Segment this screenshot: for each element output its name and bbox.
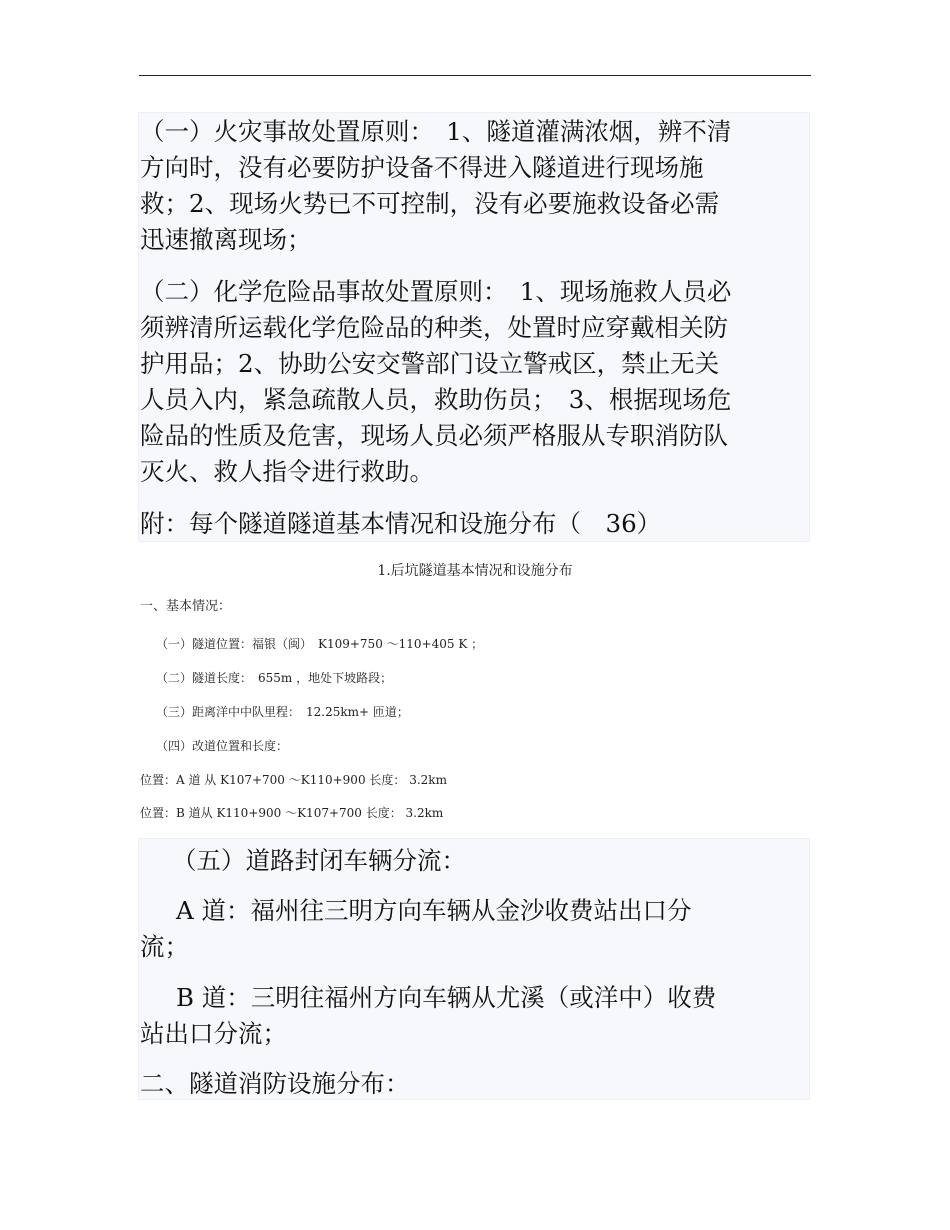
- fire-principle-line-2: 方向时，没有必要防护设备不得进入隧道进行现场施: [140, 153, 704, 182]
- route-line-b: 位置：B 道从 K110+900 ～K107+700 长度： 3.2km: [140, 806, 444, 820]
- fire-facilities-heading: 二、隧道消防设施分布：: [140, 1069, 410, 1098]
- fire-principle-line-3: 救；2、现场火势已不可控制，没有必要施救设备必需: [140, 189, 720, 218]
- diversion-heading: （五）道路封闭车辆分流：: [172, 846, 466, 875]
- appendix-line: 附：每个隧道隧道基本情况和设施分布（ 36）: [140, 509, 662, 538]
- route-line-a: 位置：A 道 从 K107+700 ～K110+900 长度： 3.2km: [140, 773, 447, 787]
- chemical-principle-line-1: （二）化学危险品事故处置原则： 1、现场施救人员必: [140, 277, 732, 306]
- chemical-principle-line-2: 须辨清所运载化学危险品的种类，处置时应穿戴相关防: [140, 313, 728, 342]
- basic-heading: 一、基本情况：: [140, 599, 232, 614]
- diversion-b-line-1: B 道：三明往福州方向车辆从尤溪（或洋中）收费: [176, 983, 717, 1012]
- chemical-principle-line-6: 灭火、救人指令进行救助。: [140, 457, 434, 486]
- basic-item-detour: （四）改道位置和长度：: [156, 739, 289, 753]
- chemical-principle-line-5: 险品的性质及危害，现场人员必须严格服从专职消防队: [140, 421, 728, 450]
- basic-item-length: （二）隧道长度： 655m ，地处下坡路段；: [156, 671, 393, 685]
- tunnel-title: 1.后坑隧道基本情况和设施分布: [377, 563, 573, 579]
- diversion-b-line-2: 站出口分流；: [140, 1019, 287, 1048]
- chemical-principle-line-3: 护用品；2、协助公安交警部门设立警戒区，禁止无关: [140, 349, 720, 378]
- chemical-principle-line-4: 人员入内，紧急疏散人员，救助伤员； 3、根据现场危: [140, 385, 732, 414]
- diversion-a-line-2: 流；: [140, 932, 189, 961]
- basic-item-location: （一）隧道位置：福银（闽） K109+750 ～110+405 K ；: [156, 637, 484, 651]
- basic-item-distance: （三）距离洋中中队里程： 12.25km+ 匝道；: [156, 705, 409, 719]
- fire-principle-line-4: 迅速撤离现场；: [140, 225, 312, 254]
- fire-principle-line-1: （一）火灾事故处置原则： 1、隧道灌满浓烟，辨不清: [140, 117, 732, 146]
- diversion-a-line-1: A 道：福州往三明方向车辆从金沙收费站出口分: [176, 896, 692, 925]
- header-rule: [139, 75, 811, 76]
